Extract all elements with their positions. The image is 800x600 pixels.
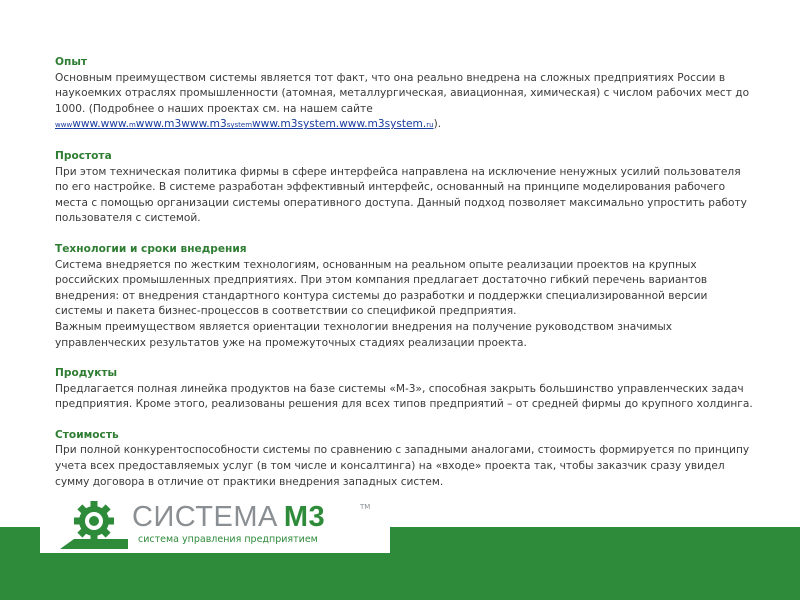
section-products <box>55 366 755 413</box>
section-heading: Технологии и сроки внедрения <box>55 242 247 255</box>
section-heading: Простота <box>55 149 112 162</box>
trademark-mark: TM <box>360 503 371 511</box>
brand-accent: М3 <box>283 501 326 533</box>
section-heading: Стоимость <box>55 428 119 441</box>
section-simplicity <box>55 149 755 227</box>
section-technologies <box>55 242 755 351</box>
paragraph-text: Основным преимуществом системы является тот факт, что она реально внедрена на сложных предприятиях России в наукоемких отраслях промышленности (атомная, металлургическая, авиационная, химическая) с числом рабочих мест до 1000. (Подробнее о наших проектах см. на нашем сайте <box>55 71 750 115</box>
section-heading: Опыт <box>55 56 88 68</box>
document-body <box>55 55 755 505</box>
brand-tagline: система управления предприятием <box>138 534 318 545</box>
company-logo <box>40 495 390 553</box>
section-paragraph: Предлагается полная линейка продуктов на базе системы «М-3», способная закрыть большинство управленческих задач предприятия. Кроме этого, реализованы решения для всех типов предприятий – от средней фирмы до крупного холдинга. <box>55 382 753 411</box>
section-heading: Продукты <box>55 367 118 380</box>
website-link-line <box>55 117 755 134</box>
section-paragraph: Система внедряется по жестким технологиям, основанным на реальном опыте реализации проектов на крупных российских промышленных предприятиях. При этом компания предлагает достаточно гибкий перечень вариантов внедрения: от внедрения стандартного контура системы до разработки и поддержки специализированной версии системы и пакета бизнес-процессов в соответствии со спецификой предприятия. <box>55 258 708 318</box>
section-paragraph: При полной конкурентоспособности системы по сравнению с западными аналогами, стоимость формируется по принципу учета всех предоставляемых услуг (в том числе и консалтинга) на «входе» проекта так, чтобы заказчик сразу увидел сумму договора в отличие от практики внедрения западных систем. <box>55 444 750 488</box>
section-cost <box>55 428 755 490</box>
brand-name: СИСТЕМА М3 <box>132 501 326 533</box>
section-paragraph: Важным преимуществом является ориентации технологии внедрения на получение руководством значимых управленческих результатов уже на промежуточных стадиях реализации проекта. <box>55 320 673 349</box>
section-experience <box>55 55 755 134</box>
section-paragraph <box>55 71 755 118</box>
link-closing: ). <box>433 118 442 131</box>
gear-icon <box>60 499 128 549</box>
section-paragraph: При этом техническая политика фирмы в сфере интерфейса направлена на исключение ненужных усилий пользователя по его настройке. В системе разработан эффективный интерфейс, основанный на принципе моделирования рабочего места с помощью организации системы оперативного доступа. Данный подход позволяет максимально упростить работу пользователя с системой. <box>55 165 747 225</box>
website-link[interactable]: wwwwww.www.mwww.m3www.m3systemwww.m3system.www.m3system.ru <box>55 118 434 131</box>
